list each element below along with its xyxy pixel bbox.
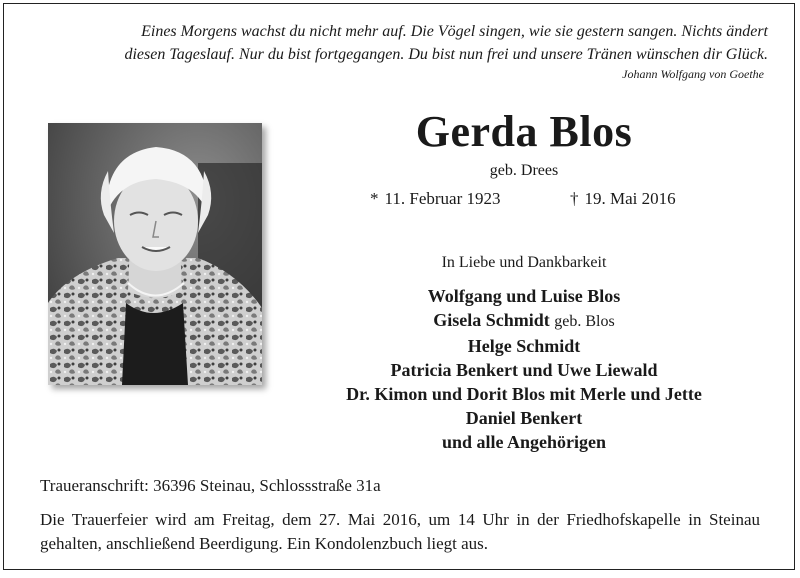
mourners-list	[284, 284, 764, 454]
portrait-photo	[48, 123, 262, 385]
mourner-row: Helge Schmidt	[467, 336, 581, 356]
mourner-row: Patricia Benkert und Uwe Liewald	[390, 360, 658, 380]
birth-date	[370, 189, 501, 209]
cross-symbol: †	[570, 189, 579, 208]
portrait-illustration	[48, 123, 262, 385]
quote-line-1: Eines Morgens wachst du nicht mehr auf. Die Vögel singen, wie sie gestern sangen. Nichts ändert	[141, 23, 768, 40]
mourner-row	[284, 308, 764, 334]
birth-symbol: *	[370, 189, 379, 208]
quote-line-2: diesen Tageslauf. Nur du bist fortgegangen. Du bist nun frei und unsere Tränen wünschen dir Glück.	[124, 46, 768, 63]
mourners-intro: In Liebe und Dankbarkeit	[441, 254, 607, 271]
mourner-maiden-note: geb. Blos	[554, 313, 615, 330]
death-date	[570, 189, 676, 209]
mourner-row: und alle Angehörigen	[441, 432, 607, 452]
mourner-name: Gisela Schmidt	[433, 310, 550, 330]
maiden-name: geb. Drees	[489, 162, 559, 179]
death-date-value: 19. Mai 2016	[584, 189, 676, 208]
mourner-row: Dr. Kimon und Dorit Blos mit Merle und Jette	[346, 384, 702, 404]
deceased-name: Gerda Blos	[415, 107, 633, 156]
mourner-row: Wolfgang und Luise Blos	[427, 286, 621, 306]
quote-author: Johann Wolfgang von Goethe	[622, 67, 764, 81]
obituary-notice	[3, 3, 795, 570]
birth-date-value: 11. Februar 1923	[384, 189, 501, 208]
mourning-address: Traueranschrift: 36396 Steinau, Schlossstraße 31a	[40, 476, 381, 495]
ceremony-details: Die Trauerfeier wird am Freitag, dem 27. Mai 2016, um 14 Uhr in der Friedhofskapelle in Steinau gehalten, anschließend Beerdigung. Ein Kondolenzbuch liegt aus.	[40, 510, 760, 553]
memorial-quote	[24, 20, 768, 66]
mourner-row: Daniel Benkert	[465, 408, 583, 428]
